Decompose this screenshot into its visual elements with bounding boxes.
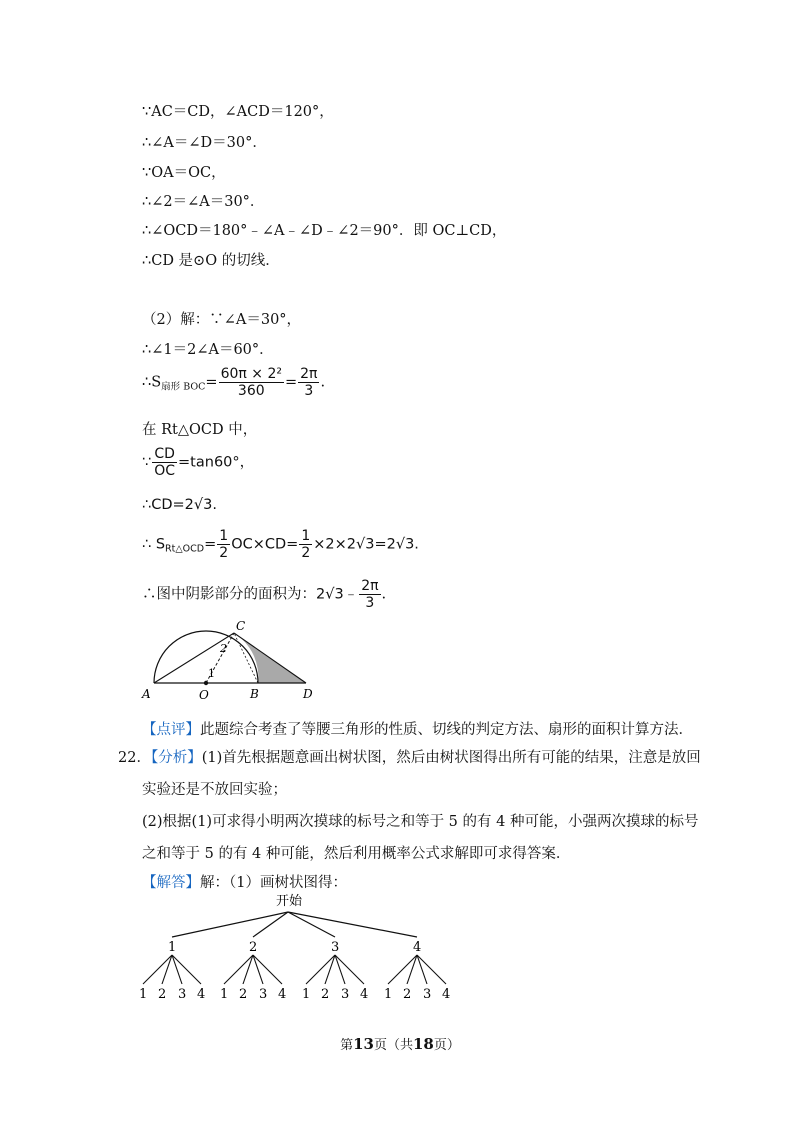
sector-denominator: 360 bbox=[237, 383, 265, 399]
sector-prefix: ∴S bbox=[142, 374, 162, 391]
tree-leaf-label: 3 bbox=[423, 987, 432, 1002]
tree-leaf-label: 1 bbox=[302, 987, 311, 1002]
q22-analysis-line-1 bbox=[118, 746, 701, 767]
tree-branch-label: 3 bbox=[331, 940, 340, 955]
area-mid: OC×CD= bbox=[231, 536, 299, 553]
tree-leaf-label: 3 bbox=[178, 987, 187, 1002]
sector-area-formula: $\therefore S_{扇形 BOC}=$ $\frac{\text{60π × 2²}}{360}$ = $\frac{2\pi}{3}$ . bbox=[142, 366, 326, 399]
line-ac bbox=[154, 633, 234, 683]
tree-edge-leaf bbox=[253, 955, 282, 984]
tree-leaf-label: 3 bbox=[259, 987, 268, 1002]
tree-lines bbox=[143, 912, 446, 984]
label-o: O bbox=[199, 688, 209, 702]
cd-value-line: ∴CD=2√3. bbox=[142, 497, 217, 513]
tree-edge-leaf bbox=[388, 955, 417, 984]
tree-leaf-label: 2 bbox=[239, 987, 248, 1002]
half-denominator-2: 2 bbox=[301, 545, 311, 561]
proof-line-6: ∴CD 是⊙O 的切线． bbox=[142, 253, 280, 269]
label-a: A bbox=[142, 687, 151, 701]
area-subscript: Rt△OCD bbox=[165, 543, 205, 555]
analysis-text-1: (1)首先根据题意画出树状图，然后由树状图得出所有可能的结果，注意是放回 bbox=[201, 750, 701, 766]
tree-leaf-label: 1 bbox=[139, 987, 148, 1002]
analysis-tag: 【分析】 bbox=[150, 750, 202, 766]
tree-leaf-label: 1 bbox=[220, 987, 229, 1002]
tree-leaf-label: 4 bbox=[197, 987, 206, 1002]
tree-leaf-label: 2 bbox=[158, 987, 167, 1002]
sector-result-denominator: 3 bbox=[304, 383, 314, 399]
tree-edge-leaf bbox=[172, 955, 201, 984]
tree-leaf-label: 1 bbox=[384, 987, 393, 1002]
tree-leaf-label: 4 bbox=[442, 987, 451, 1002]
label-b: B bbox=[250, 687, 259, 701]
tree-edge-leaf bbox=[306, 955, 335, 984]
sector-fraction bbox=[219, 366, 284, 399]
tree-edge-leaf bbox=[417, 955, 446, 984]
tree-edge-root-4 bbox=[288, 912, 417, 937]
area-prefix: ∴ S bbox=[142, 536, 166, 553]
shaded-denominator: 3 bbox=[365, 595, 375, 611]
answer-tag: 【解答】 bbox=[142, 875, 200, 891]
proof-line-3: ∵OA＝OC， bbox=[142, 165, 226, 181]
part2-line-2: ∴∠1＝2∠A＝60°． bbox=[142, 342, 274, 358]
review-tag: 【点评】 bbox=[142, 722, 200, 738]
tree-labels bbox=[139, 940, 450, 1002]
label-angle2: 2 bbox=[220, 642, 227, 655]
ratio-prefix: ∵ bbox=[142, 454, 152, 471]
tree-leaf-label: 3 bbox=[341, 987, 350, 1002]
tree-branch-label: 1 bbox=[168, 940, 177, 955]
ratio-fraction bbox=[152, 446, 177, 479]
footer-page-number: 13 bbox=[353, 1035, 374, 1053]
center-dot bbox=[204, 681, 208, 685]
proof-line-4: ∴∠2＝∠A＝30°． bbox=[142, 194, 265, 210]
tree-leaf-label: 2 bbox=[321, 987, 330, 1002]
proof-line-2: ∴∠A＝∠D＝30°． bbox=[142, 135, 267, 151]
triangle-area-line: ∴ $S_{Rt\triangle OCD}=$ $\frac{1}{2}$ OC×CD= $\frac{1}{2}$ ×2×2√3=2√3. bbox=[142, 528, 419, 561]
q22-analysis-line-4: 之和等于 5 的有 4 种可能，然后利用概率公式求解即可求得答案． bbox=[142, 846, 571, 862]
label-d: D bbox=[303, 687, 313, 701]
label-angle1: 1 bbox=[208, 667, 215, 680]
footer-mid: 页（共 bbox=[373, 1038, 413, 1053]
proof-line-5: ∴∠OCD＝180°﹣∠A﹣∠D﹣∠2＝90°．即 OC⊥CD， bbox=[142, 223, 507, 239]
half-fraction-2 bbox=[299, 528, 312, 561]
label-c: C bbox=[236, 620, 246, 633]
shaded-numerator: 2π bbox=[361, 578, 379, 594]
review-text: 此题综合考查了等腰三角形的性质、切线的判定方法、扇形的面积计算方法． bbox=[200, 722, 693, 738]
tree-edge-leaf bbox=[224, 955, 253, 984]
tree-edge-root-3 bbox=[288, 912, 335, 937]
tree-diagram bbox=[130, 888, 470, 1008]
area-rest: ×2×2√3=2√3. bbox=[313, 536, 419, 553]
proof-line-1: ∵AC＝CD，∠ACD＝120°， bbox=[142, 104, 334, 120]
page-footer bbox=[0, 1034, 800, 1053]
geometry-figure bbox=[140, 620, 330, 702]
q22-analysis-line-2: 实验还是不放回实验； bbox=[142, 782, 287, 798]
footer-suffix: 页） bbox=[433, 1038, 460, 1053]
answer-text: 解：（1）画树状图得： bbox=[200, 875, 347, 891]
tree-edge-leaf bbox=[143, 955, 172, 984]
tree-leaf-label: 4 bbox=[360, 987, 369, 1002]
shaded-value: 2√3﹣ bbox=[316, 586, 359, 603]
tree-branch-label: 4 bbox=[413, 940, 422, 955]
footer-total-pages: 18 bbox=[413, 1035, 434, 1053]
line-bc bbox=[234, 633, 258, 683]
half-numerator: 1 bbox=[219, 528, 229, 544]
review-line bbox=[142, 718, 693, 739]
ratio-numerator: CD bbox=[152, 446, 177, 463]
sector-result-numerator: 2π bbox=[300, 366, 318, 382]
tan-ratio-line bbox=[142, 446, 254, 479]
q22-analysis-line-3: (2)根据(1)可求得小明两次摸球的标号之和等于 5 的有 4 种可能，小强两次摸球的标号 bbox=[142, 814, 699, 830]
sector-result-fraction bbox=[298, 366, 319, 399]
sector-subscript: 扇形 BOC bbox=[161, 381, 206, 393]
q22-number: 22． bbox=[118, 750, 151, 766]
sector-numerator: 60π × 2² bbox=[220, 366, 282, 382]
ratio-denominator: OC bbox=[154, 463, 176, 479]
half-denominator: 2 bbox=[219, 545, 229, 561]
half-fraction bbox=[217, 528, 230, 561]
shaded-area-line: ∴图中阴影部分的面积为：2√3﹣ $\frac{2\pi}{3}$ . bbox=[142, 578, 387, 611]
shaded-prefix: ∴图中阴影部分的面积为： bbox=[142, 586, 316, 603]
shaded-fraction bbox=[359, 578, 380, 611]
tree-edge-leaf bbox=[335, 955, 364, 984]
tree-root-label: 开始 bbox=[276, 894, 303, 909]
ratio-rest: =tan60°， bbox=[178, 454, 255, 471]
tree-leaf-label: 2 bbox=[403, 987, 412, 1002]
tree-leaf-label: 4 bbox=[278, 987, 287, 1002]
footer-prefix: 第 bbox=[340, 1038, 354, 1053]
part2-line-1: （2）解：∵∠A＝30°， bbox=[142, 312, 302, 328]
triangle-intro: 在 Rt△OCD 中， bbox=[142, 422, 258, 438]
half-numerator-2: 1 bbox=[301, 528, 311, 544]
tree-branch-label: 2 bbox=[249, 940, 258, 955]
